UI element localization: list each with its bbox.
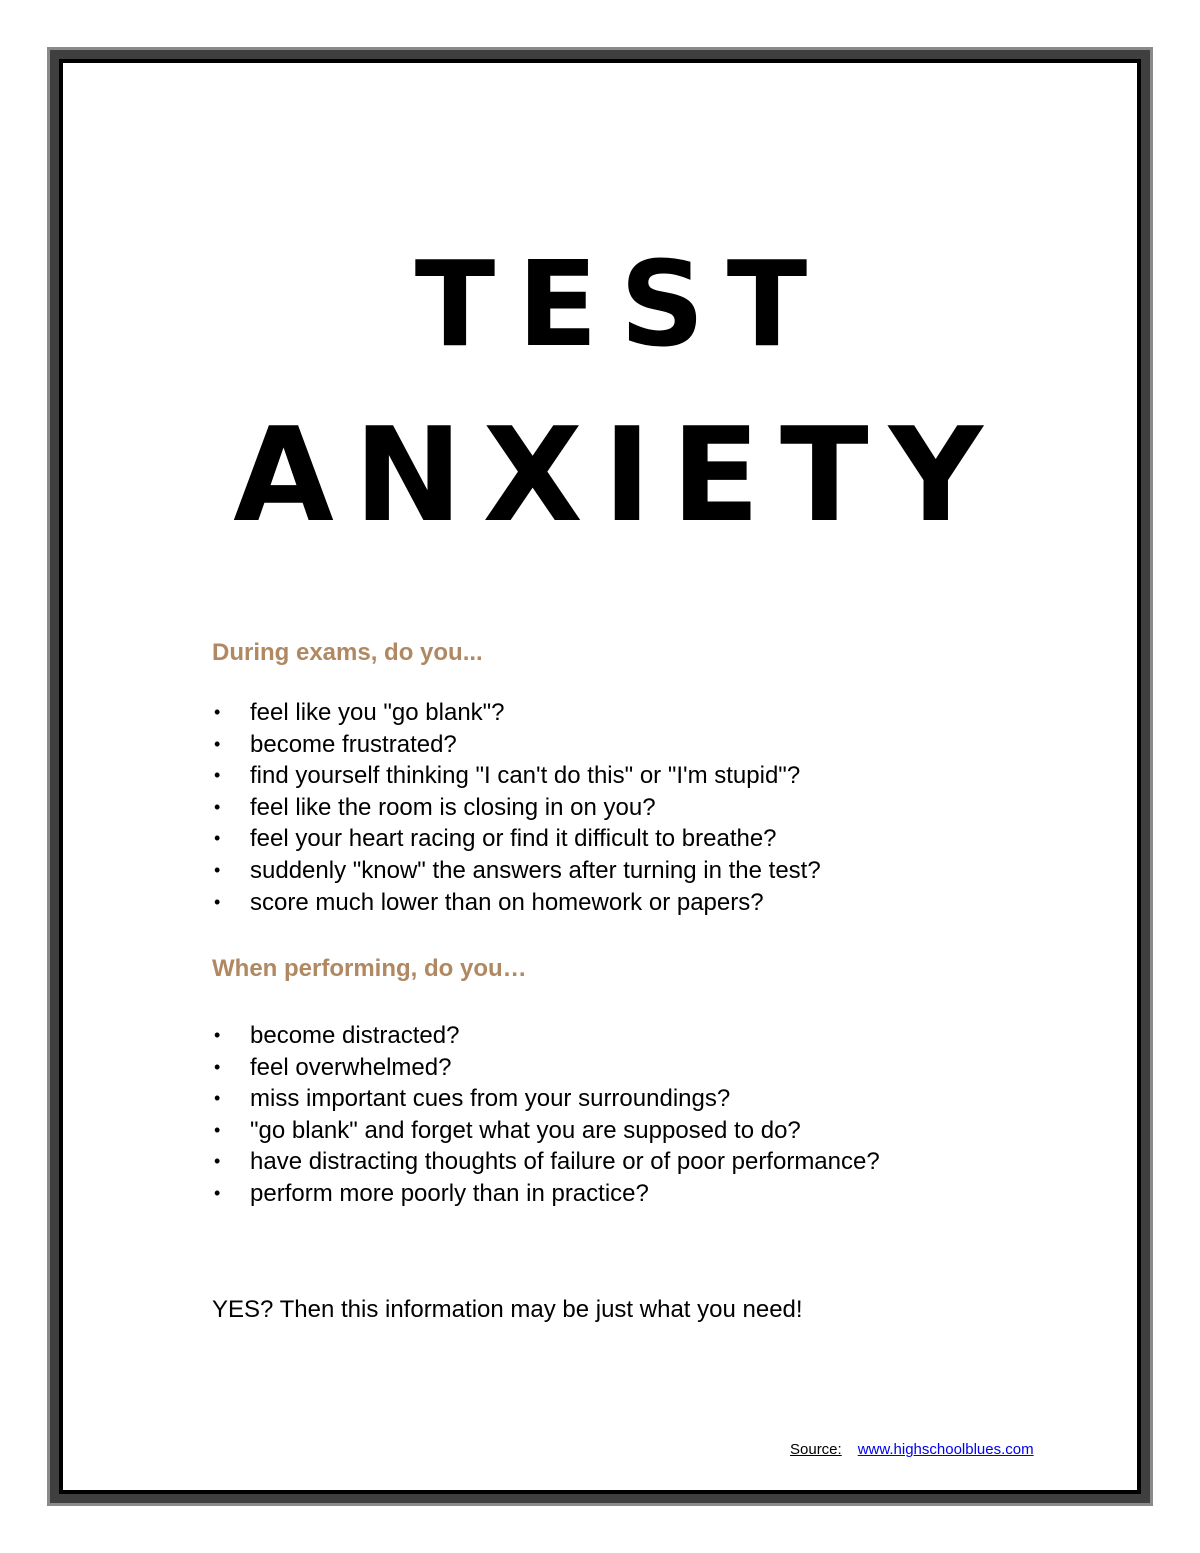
source-link[interactable]: www.highschoolblues.com [857, 1441, 1034, 1458]
list-item [212, 1146, 880, 1178]
bullet-icon: • [214, 1025, 221, 1045]
list-item-text: feel overwhelmed? [250, 1053, 452, 1081]
performing-question-list [212, 1020, 880, 1210]
bullet-icon: • [214, 891, 221, 912]
list-item [212, 1083, 880, 1115]
list-item [212, 855, 821, 887]
bullet-icon: • [214, 702, 221, 722]
list-item-text: feel your heart racing or find it difficult to breathe? [250, 825, 777, 853]
list-item-text: become distracted? [250, 1022, 460, 1049]
list-item-text: find yourself thinking "I can't do this" or "I'm stupid"? [250, 762, 801, 790]
list-item-text: have distracting thoughts of failure or of poor performance? [250, 1148, 880, 1176]
bullet-icon: • [214, 796, 221, 817]
list-item [212, 1052, 880, 1084]
bullet-icon: • [214, 733, 221, 754]
list-item-text: perform more poorly than in practice? [250, 1179, 649, 1207]
list-item [212, 760, 821, 792]
bullet-icon: • [214, 859, 221, 880]
list-item-text: score much lower than on homework or papers? [250, 888, 764, 916]
list-item [212, 1178, 880, 1210]
list-item-text: feel like you "go blank"? [250, 699, 505, 726]
list-item [212, 792, 821, 824]
source-label: Source: [790, 1441, 842, 1458]
exams-heading: During exams, do you... [212, 639, 483, 666]
list-item [212, 823, 821, 855]
list-item-text: become frustrated? [250, 730, 457, 758]
bullet-icon: • [214, 1119, 221, 1140]
performing-heading: When performing, do you… [212, 955, 527, 982]
exams-question-list [212, 697, 821, 918]
list-item [212, 887, 821, 919]
bullet-icon: • [214, 765, 221, 786]
list-item [212, 1020, 880, 1052]
bullet-icon: • [214, 1088, 221, 1109]
bullet-icon: • [214, 1182, 221, 1203]
list-item [212, 1115, 880, 1147]
list-item-text: miss important cues from your surroundings? [250, 1085, 731, 1113]
title-line-2: ANXIETY [233, 399, 1003, 551]
source-line [790, 1441, 1034, 1459]
list-item [212, 729, 821, 761]
bullet-icon: • [214, 1056, 221, 1077]
bullet-icon: • [214, 828, 221, 849]
list-item-text: suddenly "know" the answers after turning in the test? [250, 856, 821, 884]
title-line-1: TEST [414, 235, 830, 373]
list-item [212, 697, 821, 729]
bullet-icon: • [214, 1151, 221, 1172]
closing-statement: YES? Then this information may be just what you need! [212, 1296, 803, 1323]
list-item-text: "go blank" and forget what you are supposed to do? [250, 1116, 801, 1144]
list-item-text: feel like the room is closing in on you? [250, 793, 656, 821]
